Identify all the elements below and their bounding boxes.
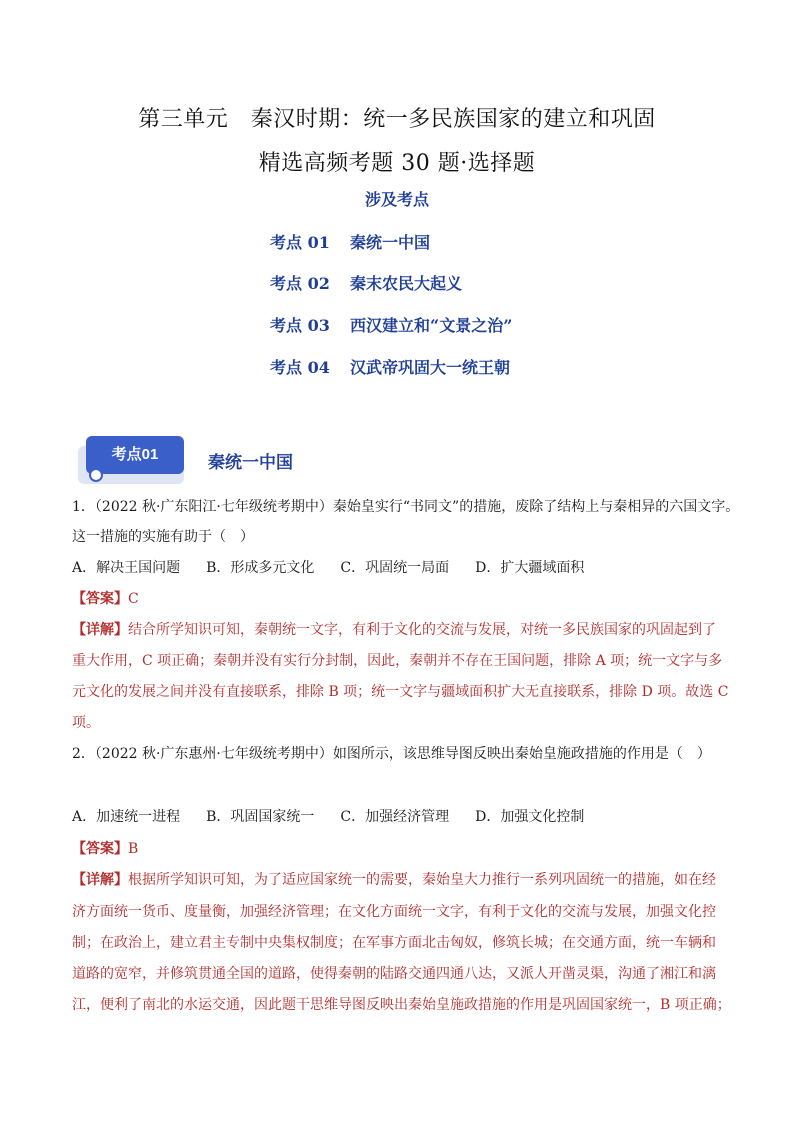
- topic-name: 秦末农民大起义: [350, 274, 463, 293]
- q2-answer: [72, 839, 732, 859]
- q1-option-c: C．巩固统一局面: [340, 560, 450, 576]
- topic-item: [270, 355, 510, 378]
- q1-detail-line3: 元文化的发展之间并没有直接联系，排除 B 项；统一文字与疆域面积扩大无直接联系，排除 D 项。故选 C: [72, 684, 729, 700]
- topic-number: 考点 02: [270, 274, 330, 293]
- detail-tag: 【详解】: [72, 622, 128, 638]
- badge-dot-icon: [89, 468, 103, 482]
- q1-answer: [72, 589, 732, 609]
- answer-value: B: [128, 841, 139, 857]
- q2-detail-line3: 制；在政治上，建立君主专制中央集权制度；在军事方面北击匈奴，修筑长城；在交通方面，统一车辆和: [72, 935, 716, 951]
- q1-detail-line1: [72, 620, 732, 640]
- detail-tag: 【详解】: [72, 872, 128, 888]
- q2-option-c: C．加强经济管理: [340, 809, 450, 825]
- topic-number: 考点 03: [270, 316, 330, 335]
- q1-option-a: A．解决王国问题: [72, 560, 181, 576]
- topic-name: 西汉建立和“文景之治”: [350, 316, 513, 335]
- topic-item: [270, 271, 462, 294]
- topic-item: [270, 313, 512, 336]
- q1-option-b: B．形成多元文化: [206, 560, 315, 576]
- q2-option-b: B．巩固国家统一: [206, 809, 315, 825]
- answer-tag: 【答案】: [72, 841, 128, 857]
- q1-option-d: D．扩大疆域面积: [475, 560, 585, 576]
- topic-name: 汉武帝巩固大一统王朝: [350, 358, 511, 377]
- q2-detail-line5: 江，便利了南北的水运交通，因此题干思维导图反映出秦始皇施政措施的作用是巩固国家统一，B 项正确；: [72, 997, 731, 1013]
- q1-stem-line1: 1．（2022 秋·广东阳江·七年级统考期中）秦始皇实行“书同文”的措施，废除了结构上与秦相异的六国文字。: [72, 499, 740, 515]
- q1-options: [72, 558, 732, 578]
- document-subtitle: 精选高频考题 30 题·选择题: [258, 151, 536, 176]
- q2-detail-line4: 道路的宽窄，并修筑贯通全国的道路，使得秦朝的陆路交通四通八达，又派人开凿灵渠，沟通了湘江和漓: [72, 966, 716, 982]
- q1-detail-line4: 项。: [72, 715, 100, 731]
- q1-stem-line2: 这一措施的实施有助于（ ）: [72, 529, 254, 545]
- q2-stem-line1: 2．（2022 秋·广东惠州·七年级统考期中）如图所示，该思维导图反映出秦始皇施政措施的作用是（ ）: [72, 746, 711, 762]
- q1-detail-line2: 重大作用，C 项正确；秦朝并没有实行分封制，因此，秦朝并不存在王国问题，排除 A 项；统一文字与多: [72, 653, 723, 669]
- topics-label: 涉及考点: [364, 190, 429, 209]
- q2-option-a: A．加速统一进程: [72, 809, 181, 825]
- document-title: 第三单元 秦汉时期：统一多民族国家的建立和巩固: [138, 107, 656, 132]
- q2-option-d: D．加强文化控制: [475, 809, 585, 825]
- answer-value: C: [128, 591, 139, 607]
- q2-detail-line2: 济方面统一货币、度量衡，加强经济管理；在文化方面统一文字，有利于文化的交流与发展，加强文化控: [72, 904, 716, 920]
- topic-number: 考点 04: [270, 358, 330, 377]
- q2-detail-line1: [72, 870, 732, 890]
- topic-item: [270, 230, 430, 253]
- detail-text: 根据所学知识可知，为了适应国家统一的需要，秦始皇大力推行一系列巩固统一的措施，如在经: [128, 872, 716, 888]
- section-badge: 考点01: [86, 436, 184, 474]
- answer-tag: 【答案】: [72, 591, 128, 607]
- detail-text: 结合所学知识可知，秦朝统一文字，有利于文化的交流与发展，对统一多民族国家的巩固起到了: [128, 622, 716, 638]
- q2-options: [72, 807, 732, 827]
- section-heading: 秦统一中国: [208, 453, 293, 473]
- topic-name: 秦统一中国: [350, 233, 431, 252]
- topic-number: 考点 01: [270, 233, 330, 252]
